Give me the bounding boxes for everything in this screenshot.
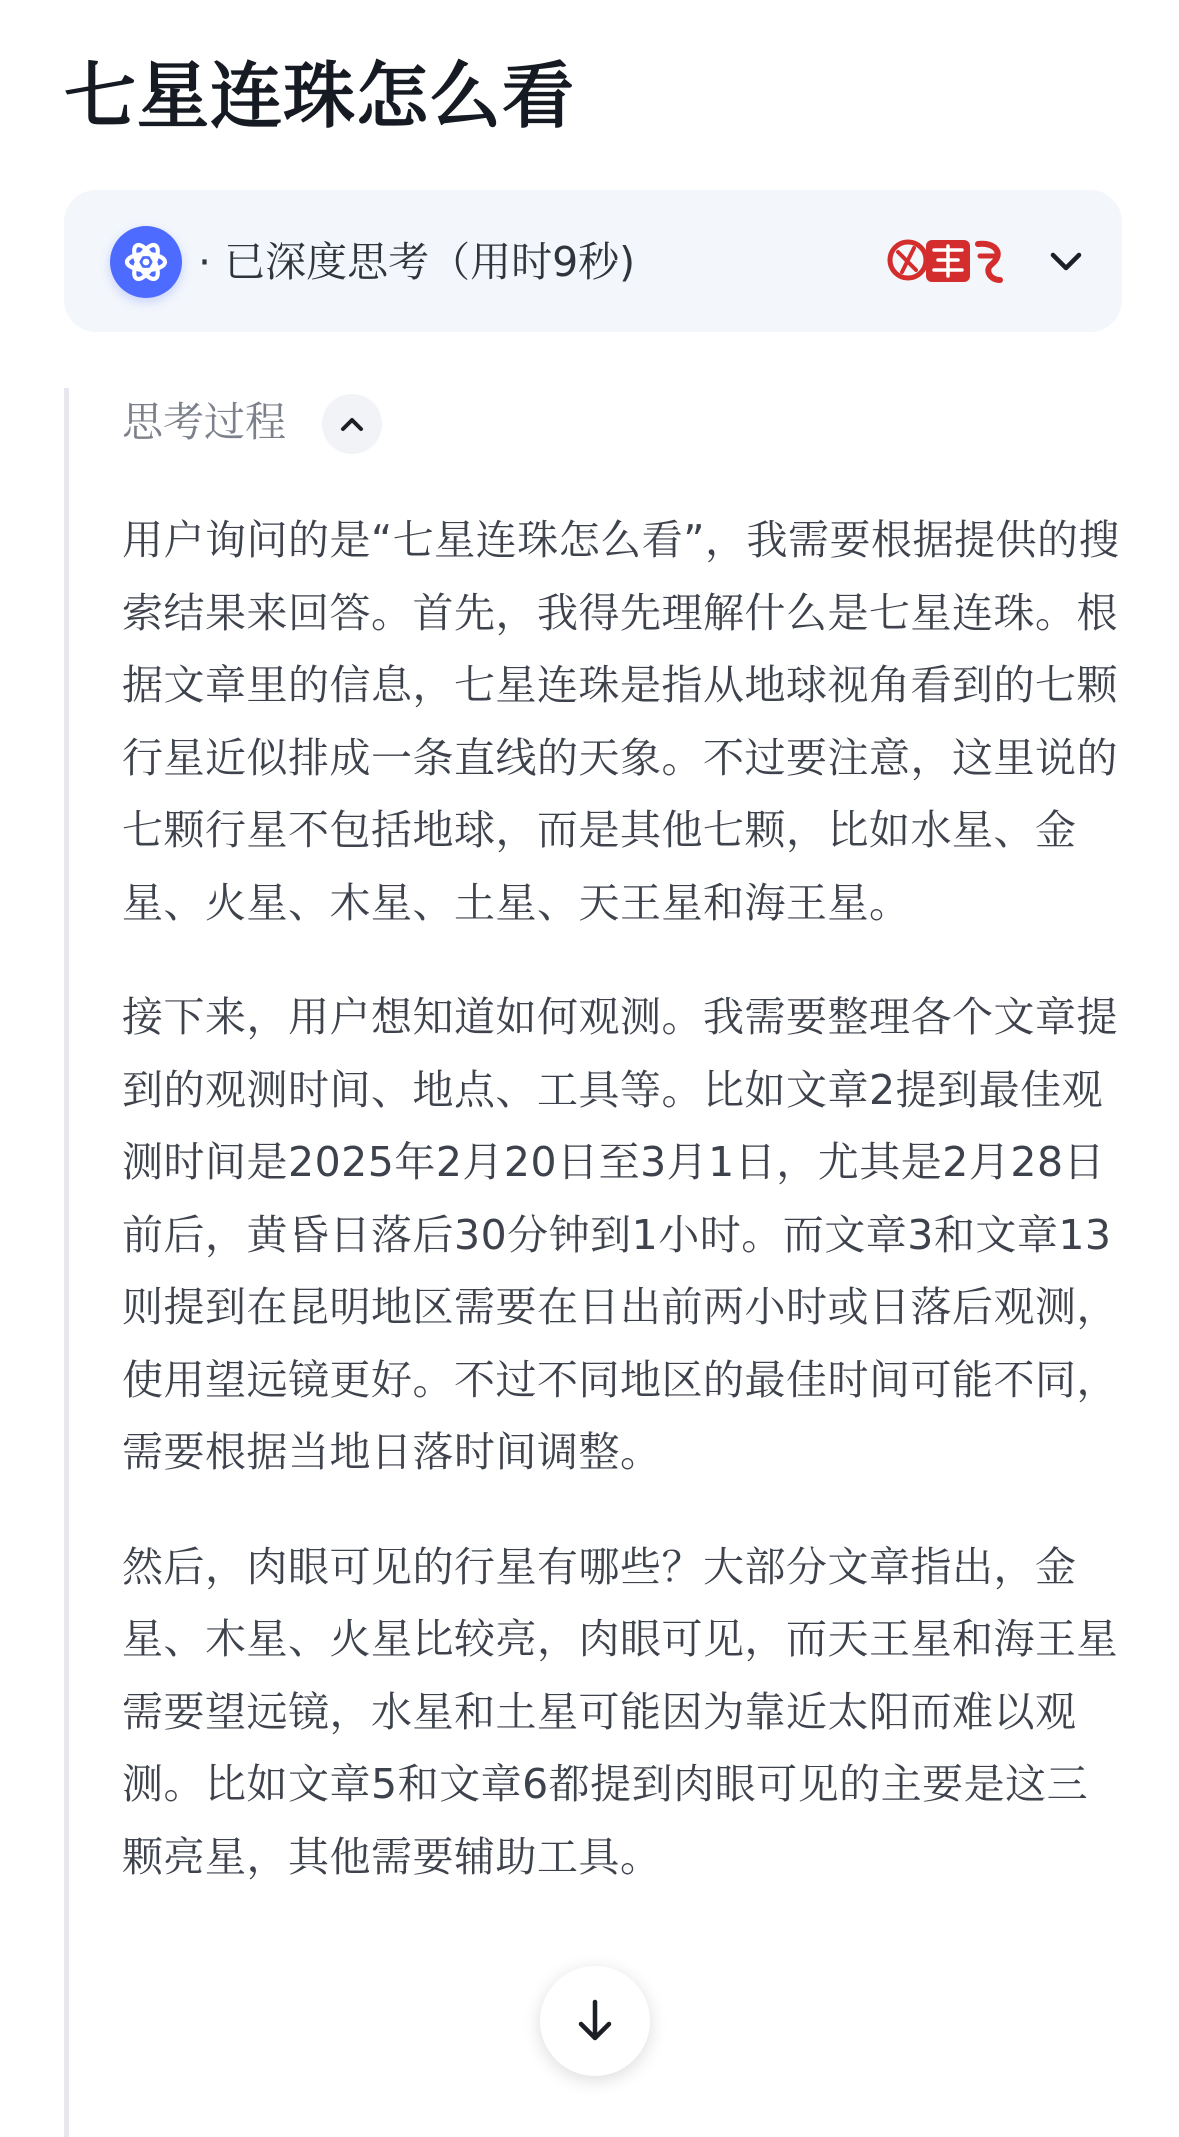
deepseek-whale-icon [110, 226, 182, 298]
chevron-down-icon[interactable] [1038, 234, 1094, 290]
red-seal-stamp [886, 226, 1010, 292]
thought-process-heading: 思考过程 [122, 398, 286, 446]
scroll-to-bottom-button[interactable] [540, 1966, 650, 2076]
thought-divider [64, 388, 69, 2137]
page-title: 七星连珠怎么看 [64, 54, 576, 138]
thought-paragraph: 然后，肉眼可见的行星有哪些？大部分文章指出，金星、木星、火星比较亮，肉眼可见，而天王星和海王星需要望远镜，水星和土星可能因为靠近太阳而难以观测。比如文章5和文章6都提到肉眼可见的主要是这三颗亮星，其他需要辅助工具。 [122, 1542, 1118, 1881]
thinking-status-label: · 已深度思考（用时9秒) [198, 238, 636, 286]
collapse-thought-button[interactable] [322, 394, 382, 454]
arrow-down-icon [573, 1996, 617, 2046]
chevron-up-icon [339, 415, 365, 433]
deep-thinking-header[interactable] [64, 190, 1122, 332]
thought-paragraph: 接下来，用户想知道如何观测。我需要整理各个文章提到的观测时间、地点、工具等。比如文章2提到最佳观测时间是2025年2月20日至3月1日，尤其是2月28日前后，黄昏日落后30分钟到1小时。而文章3和文章13则提到在昆明地区需要在日出前两小时或日落后观测，使用望远镜更好。不过不同地区的最佳时间可能不同，需要根据当地日落时间调整。 [122, 993, 1118, 1476]
thought-paragraph: 用户询问的是“七星连珠怎么看”，我需要根据提供的搜索结果来回答。首先，我得先理解什么是七星连珠。根据文章里的信息，七星连珠是指从地球视角看到的七颗行星近似排成一条直线的天象。不过要注意，这里说的七颗行星不包括地球，而是其他七颗，比如水星、金星、火星、木星、土星、天王星和海王星。 [122, 516, 1120, 927]
thought-content [122, 504, 1122, 1935]
